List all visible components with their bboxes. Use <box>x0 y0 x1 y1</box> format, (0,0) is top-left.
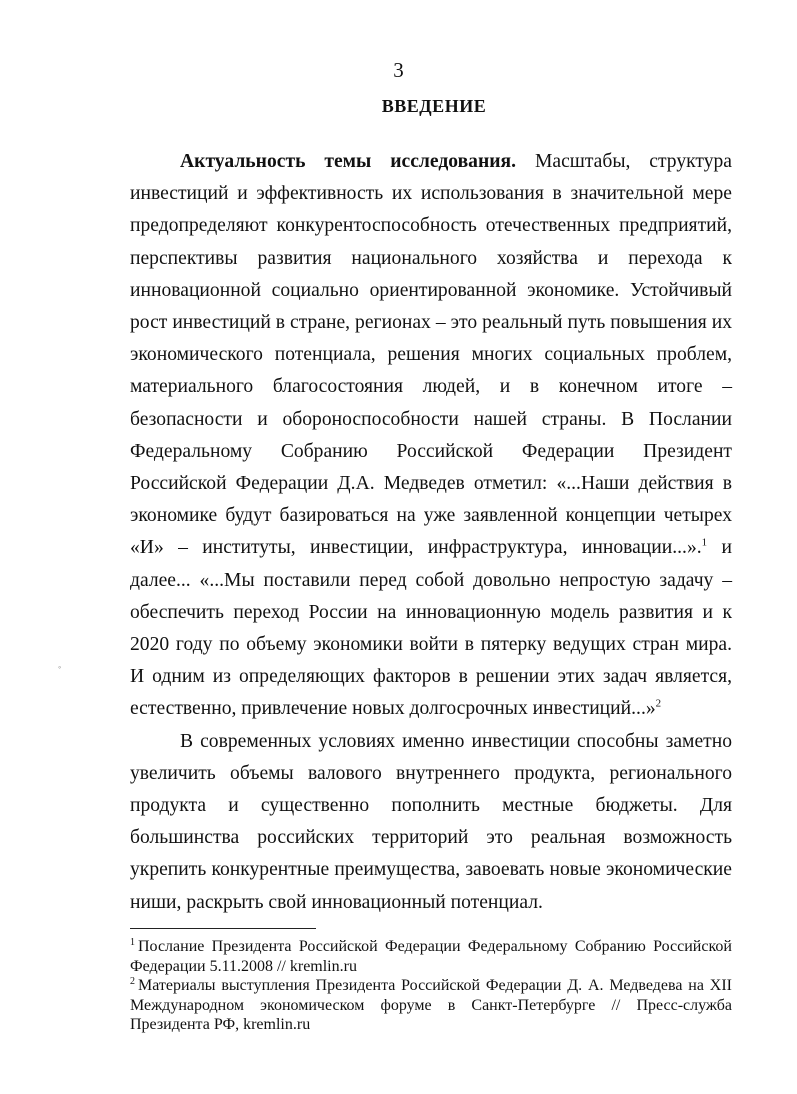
paragraph-investments: В современных условиях именно инвестиции способны заметно увеличить объемы валового внутреннего продукта, регионального продукта и существенно пополнить местные бюджеты. Для большинства российских территорий это реальная возможность укрепить конкурентные преимущества, завоевать новые экономические ниши, раскрыть свой инновационный потенциал. <box>130 730 732 913</box>
footnote-number: 2 <box>130 975 135 987</box>
footnote-number: 1 <box>130 936 135 948</box>
footnote-divider <box>130 928 316 929</box>
footnotes <box>130 937 732 1035</box>
paragraph-relevance <box>130 146 732 726</box>
paragraph-text-part-b: и далее... «...Мы поставили перед собой довольно непростую задачу – обеспечить переход России на инновационную модель развития и к 2020 году по объему экономики войти в пятерку ведущих стран мира. И одним из определяющих факторов в решении этих задач является, естественно, привлечение новых долгосрочных инвестиций...» <box>130 537 732 720</box>
paragraph-text-part-a: Масштабы, структура инвестиций и эффективность их использования в значительной мере предопределяют конкурентоспособность отечественных предприятий, перспективы развития национального хозяйства и перехода к инновационной социально ориентированной экономике. Устойчивый рост инвестиций в стране, регионах – это реальный путь повышения их экономического потенциала, решения многих социальных проблем, материального благосостояния людей, и в конечном итоге – безопасности и обороноспособности нашей страны. В Послании Федеральному Собранию Российской Федерации Президент Российской Федерации Д.А. Медведев отметил: «...Наши действия в экономике будут базироваться на уже заявленной концепции четырех «И» – институты, инвестиции, инфраструктура, инновации...». <box>130 151 732 559</box>
footnote-1 <box>130 937 732 976</box>
footnote-ref-1: 1 <box>701 536 708 549</box>
footnote-text: Послание Президента Российской Федерации Федеральному Собранию Российской Федерации 5.11.2008 // kremlin.ru <box>130 938 732 975</box>
body-text <box>130 146 732 919</box>
page-number: 3 <box>393 58 404 82</box>
section-title: ВВЕДЕНИЕ <box>381 96 487 116</box>
paragraph-lead: Актуальность темы исследования. <box>180 151 517 172</box>
footnote-2 <box>130 976 732 1035</box>
footnote-text: Материалы выступления Президента Российской Федерации Д. А. Медведева на XII Международном экономическом форуме в Санкт-Петербурге // Пресс-служба Президента РФ, kremlin.ru <box>130 977 732 1034</box>
footnote-ref-2: 2 <box>655 697 662 710</box>
scan-artifact-mark: ◦ <box>58 662 62 672</box>
